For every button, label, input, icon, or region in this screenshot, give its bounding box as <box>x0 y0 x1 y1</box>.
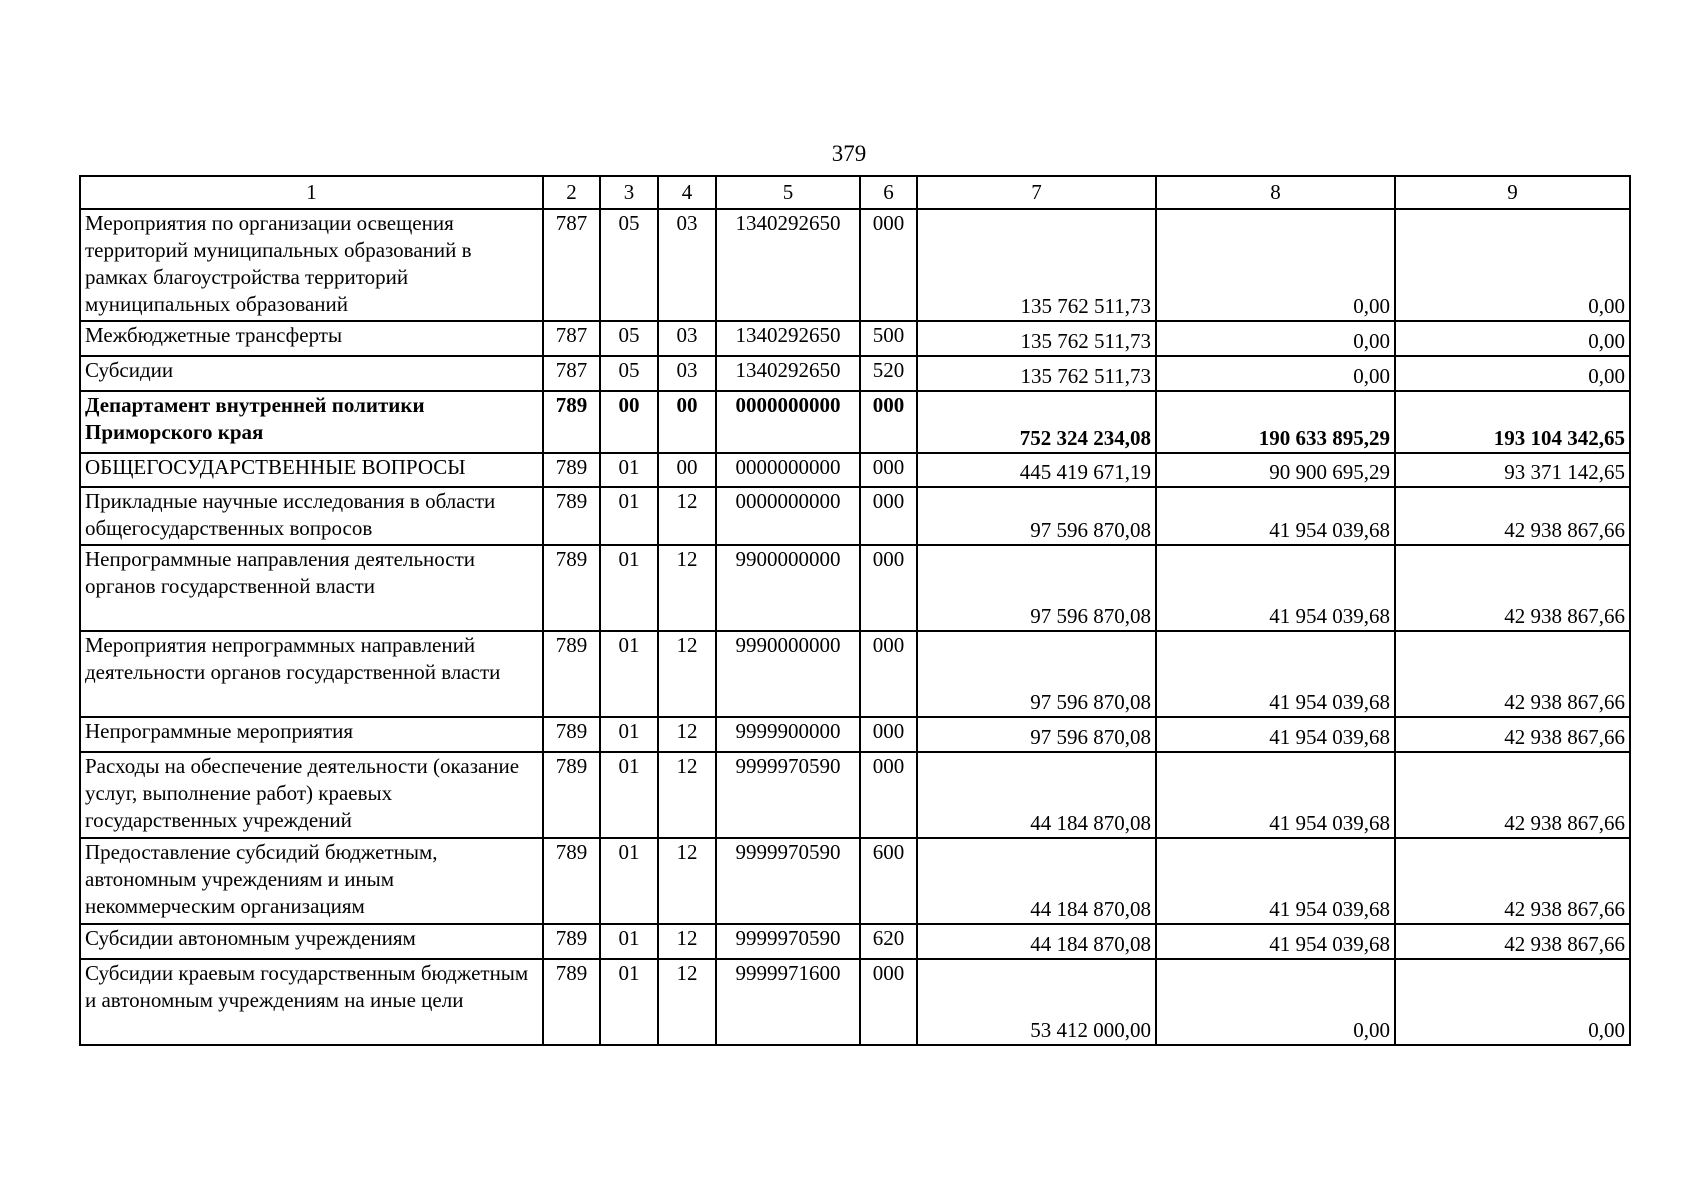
row-code-2: 789 <box>543 391 600 453</box>
row-amount-8: 0,00 <box>1156 321 1395 356</box>
row-amount-8: 0,00 <box>1156 356 1395 391</box>
row-code-5: 1340292650 <box>716 321 860 356</box>
row-code-4: 12 <box>658 924 716 959</box>
row-code-4: 12 <box>658 631 716 717</box>
row-code-3: 01 <box>600 453 658 487</box>
row-amount-7: 97 596 870,08 <box>917 487 1156 545</box>
table-row <box>80 391 1630 453</box>
row-code-2: 789 <box>543 487 600 545</box>
header-cell: 1 <box>80 176 543 209</box>
row-code-4: 12 <box>658 545 716 631</box>
row-name: Мероприятия по организации освещения территорий муниципальных образований в рамках благоустройства территорий муниципальных образований <box>80 209 543 321</box>
row-amount-7: 44 184 870,08 <box>917 838 1156 924</box>
row-code-5: 9999900000 <box>716 717 860 752</box>
row-code-6: 500 <box>860 321 917 356</box>
row-code-4: 12 <box>658 959 716 1045</box>
row-code-5: 9990000000 <box>716 631 860 717</box>
row-code-4: 12 <box>658 752 716 838</box>
row-code-2: 787 <box>543 321 600 356</box>
row-code-2: 789 <box>543 717 600 752</box>
row-code-5: 1340292650 <box>716 356 860 391</box>
table-row <box>80 924 1630 959</box>
row-code-5: 9999971600 <box>716 959 860 1045</box>
row-code-3: 05 <box>600 209 658 321</box>
row-amount-7: 97 596 870,08 <box>917 545 1156 631</box>
row-code-2: 789 <box>543 924 600 959</box>
row-code-3: 01 <box>600 631 658 717</box>
row-amount-9: 42 938 867,66 <box>1395 752 1630 838</box>
row-code-2: 787 <box>543 356 600 391</box>
row-amount-8: 90 900 695,29 <box>1156 453 1395 487</box>
row-amount-8: 41 954 039,68 <box>1156 631 1395 717</box>
table-row <box>80 717 1630 752</box>
row-amount-8: 41 954 039,68 <box>1156 752 1395 838</box>
table-row <box>80 631 1630 717</box>
row-code-3: 01 <box>600 838 658 924</box>
table-row <box>80 545 1630 631</box>
row-name: Департамент внутренней политики Приморского края <box>80 391 543 453</box>
row-amount-7: 44 184 870,08 <box>917 924 1156 959</box>
table-row <box>80 321 1630 356</box>
row-amount-9: 0,00 <box>1395 959 1630 1045</box>
row-code-6: 000 <box>860 487 917 545</box>
row-name: Непрограммные направления деятельности органов государственной власти <box>80 545 543 631</box>
row-code-4: 12 <box>658 838 716 924</box>
row-amount-8: 190 633 895,29 <box>1156 391 1395 453</box>
row-code-2: 789 <box>543 752 600 838</box>
row-code-6: 000 <box>860 391 917 453</box>
row-code-2: 789 <box>543 959 600 1045</box>
row-code-4: 03 <box>658 209 716 321</box>
table-row <box>80 959 1630 1045</box>
row-code-3: 01 <box>600 752 658 838</box>
row-name: Субсидии <box>80 356 543 391</box>
row-amount-9: 42 938 867,66 <box>1395 924 1630 959</box>
row-name: Расходы на обеспечение деятельности (оказание услуг, выполнение работ) краевых государственных учреждений <box>80 752 543 838</box>
row-amount-7: 44 184 870,08 <box>917 752 1156 838</box>
row-code-2: 789 <box>543 631 600 717</box>
row-code-4: 00 <box>658 453 716 487</box>
row-amount-9: 42 938 867,66 <box>1395 838 1630 924</box>
row-code-3: 01 <box>600 924 658 959</box>
row-name: Предоставление субсидий бюджетным, автономным учреждениям и иным некоммерческим организациям <box>80 838 543 924</box>
row-amount-8: 0,00 <box>1156 959 1395 1045</box>
row-code-3: 01 <box>600 545 658 631</box>
row-amount-7: 135 762 511,73 <box>917 321 1156 356</box>
table-row <box>80 356 1630 391</box>
row-amount-8: 41 954 039,68 <box>1156 838 1395 924</box>
row-amount-7: 135 762 511,73 <box>917 356 1156 391</box>
row-amount-9: 0,00 <box>1395 321 1630 356</box>
row-amount-8: 41 954 039,68 <box>1156 717 1395 752</box>
row-code-5: 9999970590 <box>716 752 860 838</box>
header-cell: 7 <box>917 176 1156 209</box>
row-code-3: 00 <box>600 391 658 453</box>
row-code-4: 03 <box>658 321 716 356</box>
row-amount-9: 42 938 867,66 <box>1395 545 1630 631</box>
row-code-2: 789 <box>543 838 600 924</box>
row-code-3: 01 <box>600 487 658 545</box>
row-amount-9: 93 371 142,65 <box>1395 453 1630 487</box>
row-code-4: 03 <box>658 356 716 391</box>
row-name: Непрограммные мероприятия <box>80 717 543 752</box>
row-amount-8: 41 954 039,68 <box>1156 487 1395 545</box>
row-amount-9: 42 938 867,66 <box>1395 631 1630 717</box>
row-code-6: 000 <box>860 631 917 717</box>
header-row <box>80 176 1630 209</box>
row-amount-9: 0,00 <box>1395 356 1630 391</box>
row-code-6: 600 <box>860 838 917 924</box>
table-row <box>80 453 1630 487</box>
row-amount-8: 0,00 <box>1156 209 1395 321</box>
row-name: Субсидии автономным учреждениям <box>80 924 543 959</box>
row-code-5: 9900000000 <box>716 545 860 631</box>
row-code-6: 520 <box>860 356 917 391</box>
row-amount-8: 41 954 039,68 <box>1156 545 1395 631</box>
table-row <box>80 487 1630 545</box>
row-code-6: 000 <box>860 752 917 838</box>
row-code-5: 0000000000 <box>716 391 860 453</box>
row-amount-7: 752 324 234,08 <box>917 391 1156 453</box>
table-row <box>80 752 1630 838</box>
row-code-3: 05 <box>600 356 658 391</box>
table-row <box>80 209 1630 321</box>
row-amount-9: 42 938 867,66 <box>1395 487 1630 545</box>
header-cell: 4 <box>658 176 716 209</box>
row-code-5: 0000000000 <box>716 487 860 545</box>
row-code-5: 9999970590 <box>716 924 860 959</box>
row-code-3: 05 <box>600 321 658 356</box>
row-amount-7: 53 412 000,00 <box>917 959 1156 1045</box>
row-amount-7: 97 596 870,08 <box>917 717 1156 752</box>
header-cell: 6 <box>860 176 917 209</box>
row-code-6: 000 <box>860 453 917 487</box>
row-code-4: 12 <box>658 717 716 752</box>
row-code-2: 789 <box>543 453 600 487</box>
row-code-2: 789 <box>543 545 600 631</box>
row-code-5: 0000000000 <box>716 453 860 487</box>
row-amount-9: 0,00 <box>1395 209 1630 321</box>
header-cell: 3 <box>600 176 658 209</box>
row-code-4: 00 <box>658 391 716 453</box>
row-code-6: 000 <box>860 209 917 321</box>
header-cell: 2 <box>543 176 600 209</box>
page-number: 379 <box>831 141 867 166</box>
row-code-6: 620 <box>860 924 917 959</box>
row-code-3: 01 <box>600 717 658 752</box>
row-name: Межбюджетные трансферты <box>80 321 543 356</box>
row-amount-7: 445 419 671,19 <box>917 453 1156 487</box>
header-cell: 9 <box>1395 176 1630 209</box>
header-cell: 8 <box>1156 176 1395 209</box>
row-name: Мероприятия непрограммных направлений деятельности органов государственной власти <box>80 631 543 717</box>
row-code-5: 9999970590 <box>716 838 860 924</box>
budget-table <box>79 175 1631 1046</box>
row-code-4: 12 <box>658 487 716 545</box>
row-amount-9: 193 104 342,65 <box>1395 391 1630 453</box>
row-code-5: 1340292650 <box>716 209 860 321</box>
table-row <box>80 838 1630 924</box>
row-name: Субсидии краевым государственным бюджетным и автономным учреждениям на иные цели <box>80 959 543 1045</box>
row-amount-7: 97 596 870,08 <box>917 631 1156 717</box>
row-name: Прикладные научные исследования в области общегосударственных вопросов <box>80 487 543 545</box>
row-code-2: 787 <box>543 209 600 321</box>
row-amount-8: 41 954 039,68 <box>1156 924 1395 959</box>
row-code-3: 01 <box>600 959 658 1045</box>
header-cell: 5 <box>716 176 860 209</box>
row-code-6: 000 <box>860 959 917 1045</box>
row-name: ОБЩЕГОСУДАРСТВЕННЫЕ ВОПРОСЫ <box>80 453 543 487</box>
row-amount-7: 135 762 511,73 <box>917 209 1156 321</box>
row-code-6: 000 <box>860 545 917 631</box>
row-amount-9: 42 938 867,66 <box>1395 717 1630 752</box>
row-code-6: 000 <box>860 717 917 752</box>
